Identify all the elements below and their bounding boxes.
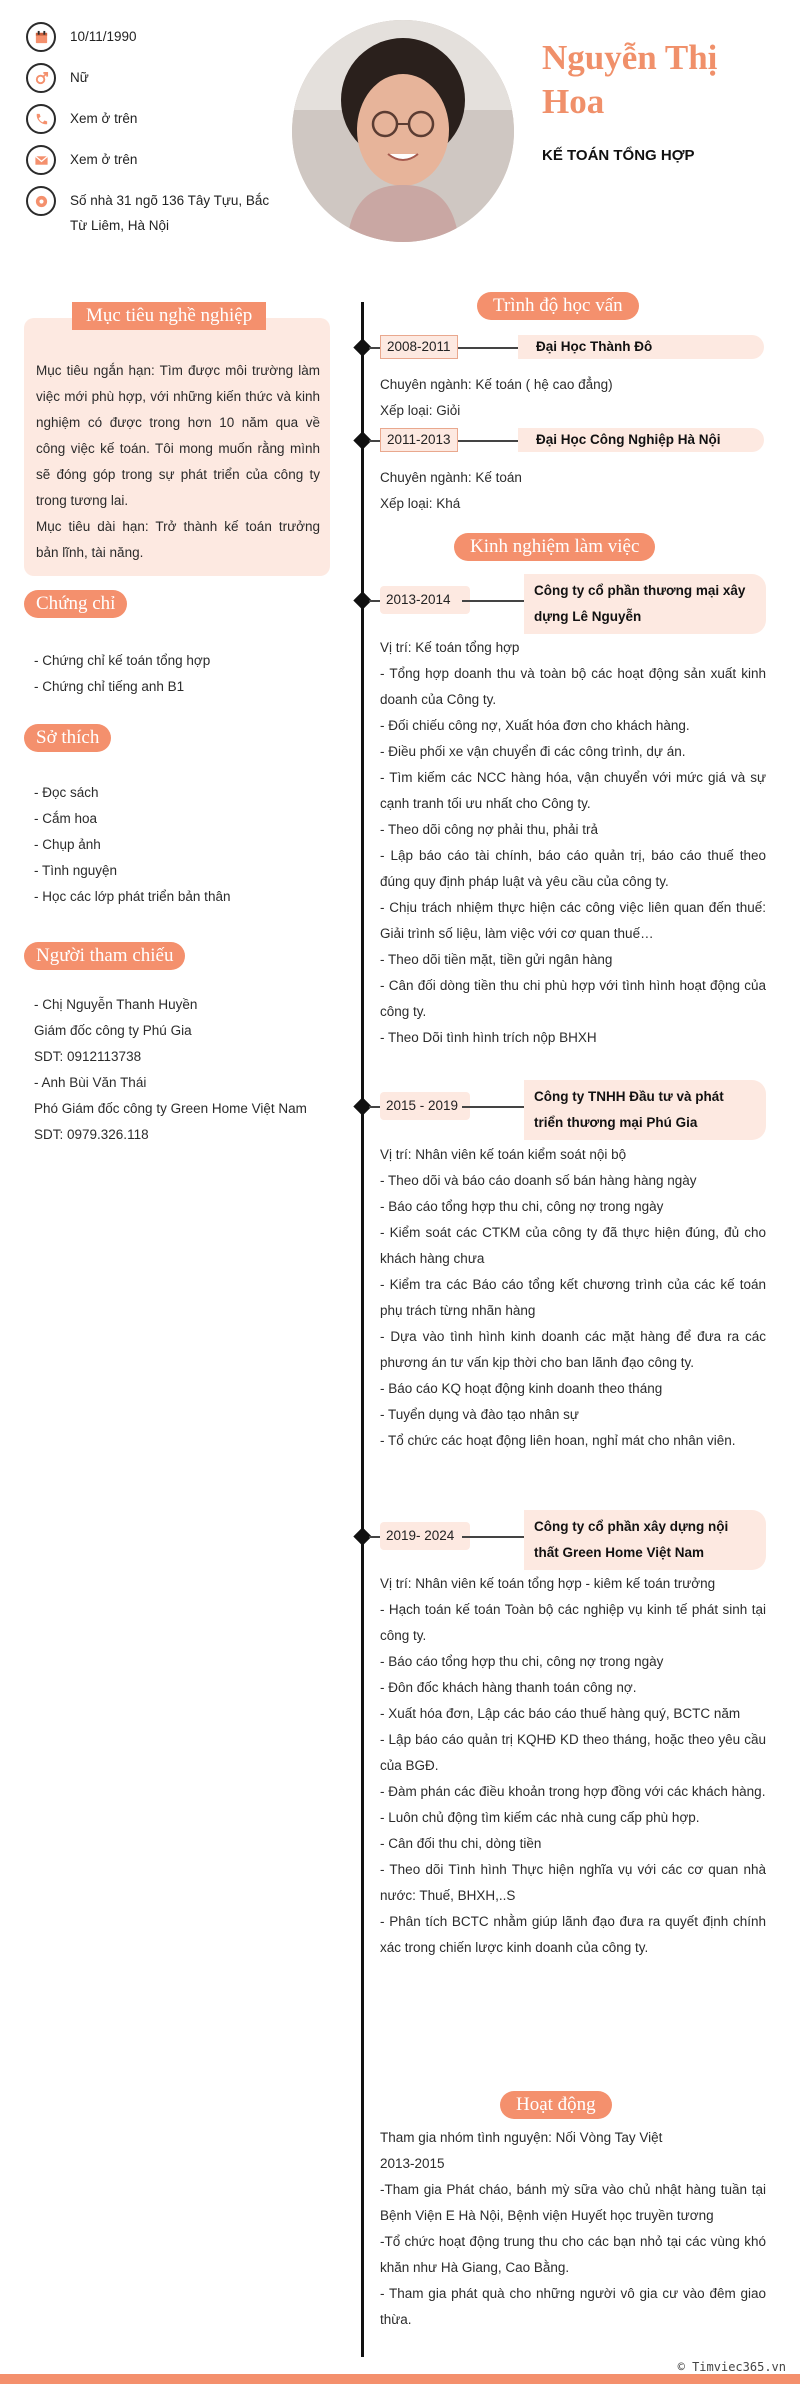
experience-details: [380, 1142, 766, 1454]
experience-date: 2013-2014: [380, 586, 470, 614]
list-item: Giám đốc công ty Phú Gia: [34, 1023, 192, 1038]
activity-line: Tham gia nhóm tình nguyện: Nối Vòng Tay Việt: [380, 2130, 663, 2145]
list-item: - Chụp ảnh: [34, 837, 101, 852]
gender-icon: [26, 63, 56, 93]
experience-line: - Đàm phán các điều khoản trong hợp đồng với các khách hàng.: [380, 1784, 766, 1799]
experience-line: - Theo dõi tiền mặt, tiền gửi ngân hàng: [380, 952, 613, 967]
list-item: - Chứng chỉ kế toán tổng hợp: [34, 653, 211, 668]
email-icon: [26, 145, 56, 175]
list-item: - Anh Bùi Văn Thái: [34, 1075, 147, 1090]
activities-heading: Hoạt động: [500, 2091, 612, 2119]
footer-brand: © Timviec365.vn: [674, 2360, 790, 2374]
experience-details: [380, 635, 766, 1051]
timeline-connector: [369, 1536, 380, 1538]
objective-heading: Mục tiêu nghề nghiệp: [72, 302, 266, 330]
experience-line: - Kiểm soát các CTKM của công ty đã thực hiện đúng, đủ cho khách hàng chưa: [380, 1225, 766, 1266]
experience-line: - Luôn chủ động tìm kiếm các nhà cung cấp phù hợp.: [380, 1810, 700, 1825]
education-grade: Xếp loại: Giỏi: [380, 403, 461, 418]
birthday-text: 10/11/1990: [70, 29, 137, 44]
education-date: 2008-2011: [380, 335, 458, 359]
experience-line: - Tổ chức các hoạt động liên hoan, nghỉ mát cho nhân viên.: [380, 1433, 736, 1448]
experience-line: - Báo cáo tổng hợp thu chi, công nợ trong ngày: [380, 1654, 664, 1669]
email-text: Xem ở trên: [70, 152, 138, 167]
education-school: Đại Học Thành Đô: [518, 335, 764, 359]
list-item: - Chứng chỉ tiếng anh B1: [34, 679, 185, 694]
timeline-connector: [462, 1106, 524, 1108]
experience-line: - Đối chiếu công nợ, Xuất hóa đơn cho khách hàng.: [380, 718, 690, 733]
phone-text: Xem ở trên: [70, 111, 138, 126]
calendar-icon: [26, 22, 56, 52]
education-details: [380, 465, 522, 517]
experience-line: - Đôn đốc khách hàng thanh toán công nợ.: [380, 1680, 637, 1695]
contact-phone: [26, 104, 137, 134]
contact-gender: [26, 63, 89, 93]
experience-line: - Theo dõi và báo cáo doanh số bán hàng hàng ngày: [380, 1173, 697, 1188]
experience-line: - Điều phối xe vận chuyển đi các công trình, dự án.: [380, 744, 686, 759]
education-major: Chuyên ngành: Kế toán ( hệ cao đẳng): [380, 377, 613, 392]
timeline-line: [361, 302, 364, 2357]
experience-line: - Cân đối dòng tiền thu chi phù hợp với tình hình hoạt động của công ty.: [380, 978, 766, 1019]
experience-date: 2019- 2024: [380, 1522, 470, 1550]
list-item: - Chị Nguyễn Thanh Huyền: [34, 997, 198, 1012]
experience-line: - Báo cáo tổng hợp thu chi, công nợ trong ngày: [380, 1199, 664, 1214]
experience-line: - Phân tích BCTC nhằm giúp lãnh đạo đưa ra quyết định chính xác trong chiến lược kinh doanh của công ty.: [380, 1914, 766, 1955]
experience-line: Vị trí: Nhân viên kế toán kiểm soát nội bộ: [380, 1147, 627, 1162]
experience-line: - Hạch toán kế toán Toàn bộ các nghiệp vụ kinh tế phát sinh tại công ty.: [380, 1602, 766, 1643]
education-school: Đại Học Công Nghiệp Hà Nội: [518, 428, 764, 452]
activity-line: - Tham gia phát quà cho những người vô gia cư vào đêm giao thừa.: [380, 2286, 766, 2327]
timeline-connector: [369, 347, 380, 349]
experience-line: - Tìm kiếm các NCC hàng hóa, vận chuyển với mức giá và sự cạnh tranh tối ưu nhất cho Công ty.: [380, 770, 766, 811]
experience-line: - Theo Dõi tình hình trích nộp BHXH: [380, 1030, 597, 1045]
experience-line: - Dựa vào tình hình kinh doanh các mặt hàng để đưa ra các phương án tư vấn kịp thời cho ban lãnh đạo công ty.: [380, 1329, 766, 1370]
certificates-list: [34, 648, 210, 700]
phone-icon: [26, 104, 56, 134]
activity-line: -Tổ chức hoạt động trung thu cho các bạn nhỏ tại các vùng khó khăn như Hà Giang, Cao Bằng.: [380, 2234, 766, 2275]
timeline-connector: [369, 600, 380, 602]
experience-line: - Báo cáo KQ hoạt động kinh doanh theo tháng: [380, 1381, 663, 1396]
footer-bar: [0, 2374, 800, 2384]
timeline-connector: [462, 1536, 524, 1538]
list-item: - Học các lớp phát triển bản thân: [34, 889, 231, 904]
timeline-connector: [369, 1106, 380, 1108]
hobbies-heading: Sở thích: [24, 724, 111, 752]
education-details: [380, 372, 613, 424]
list-item: SDT: 0979.326.118: [34, 1127, 149, 1142]
references-heading: Người tham chiếu: [24, 942, 185, 970]
education-grade: Xếp loại: Khá: [380, 496, 461, 511]
list-item: - Cắm hoa: [34, 811, 98, 826]
address-text: Số nhà 31 ngõ 136 Tây Tựu, Bắc Từ Liêm, Hà Nội: [70, 193, 270, 233]
activity-line: -Tham gia Phát cháo, bánh mỳ sữa vào chủ nhật hàng tuần tại Bệnh Viện E Hà Nội, Bệnh viện Huyết học truyền tương: [380, 2182, 766, 2223]
timeline-connector: [458, 440, 518, 442]
experience-details: [380, 1571, 766, 1961]
contact-birthday: [26, 22, 137, 52]
objective-text-long-term: Mục tiêu dài hạn: Trở thành kế toán trưởng bản lĩnh, tài năng.: [36, 519, 320, 560]
list-item: SDT: 0912113738: [34, 1049, 142, 1064]
experience-line: - Lập báo cáo quản trị KQHĐ KD theo tháng, hoặc theo yêu cầu của BGĐ.: [380, 1732, 766, 1773]
experience-line: - Theo dõi công nợ phải thu, phải trả: [380, 822, 598, 837]
hobbies-list: [34, 780, 230, 910]
gender-text: Nữ: [70, 70, 89, 85]
experience-line: - Tuyển dụng và đào tạo nhân sự: [380, 1407, 579, 1422]
experience-company: Công ty cổ phần xây dựng nội thất Green Home Việt Nam: [524, 1510, 766, 1570]
references-list: [34, 992, 307, 1148]
contact-address: [26, 186, 285, 238]
experience-line: - Chịu trách nhiệm thực hiện các công việc liên quan đến thuế: Giải trình số liệu, làm việc với cơ quan thuế…: [380, 900, 766, 941]
education-date: 2011-2013: [380, 428, 458, 452]
experience-line: - Lập báo cáo tài chính, báo cáo quản trị, báo cáo thuế theo đúng quy định pháp luật và yêu cầu của công ty.: [380, 848, 766, 889]
activity-line: 2013-2015: [380, 2156, 445, 2171]
experience-line: - Kiểm tra các Báo cáo tổng kết chương trình của các kế toán phụ trách từng nhãn hàng: [380, 1277, 766, 1318]
experience-company: Công ty TNHH Đầu tư và phát triển thương mại Phú Gia: [524, 1080, 766, 1140]
objective-box: [24, 318, 330, 576]
list-item: - Tình nguyện: [34, 863, 118, 878]
location-icon: [26, 186, 56, 216]
experience-line: - Cân đối thu chi, dòng tiền: [380, 1836, 542, 1851]
timeline-connector: [369, 440, 380, 442]
experience-line: Vị trí: Nhân viên kế toán tổng hợp - kiêm kế toán trưởng: [380, 1576, 716, 1591]
experience-line: - Theo dõi Tình hình Thực hiện nghĩa vụ với các cơ quan nhà nước: Thuế, BHXH,..S: [380, 1862, 766, 1903]
experience-heading: Kinh nghiệm làm việc: [454, 533, 655, 561]
experience-line: - Tổng hợp doanh thu và toàn bộ các hoạt động sản xuất kinh doanh của Công ty.: [380, 666, 766, 707]
experience-company: Công ty cổ phần thương mại xây dựng Lê Nguyễn: [524, 574, 766, 634]
education-major: Chuyên ngành: Kế toán: [380, 470, 522, 485]
experience-date: 2015 - 2019: [380, 1092, 470, 1120]
education-heading: Trình độ học vấn: [477, 292, 639, 320]
certificates-heading: Chứng chỉ: [24, 590, 127, 618]
list-item: Phó Giám đốc công ty Green Home Việt Nam: [34, 1101, 307, 1116]
contact-email: [26, 145, 137, 175]
experience-line: Vị trí: Kế toán tổng hợp: [380, 640, 520, 655]
job-title: KẾ TOÁN TỔNG HỢP: [542, 147, 695, 164]
objective-text: Mục tiêu ngắn hạn: Tìm được môi trường làm việc mới phù hợp, với những kiến thức và kinh nghiệm có được trong hơn 10 năm qua về công việc kế toán. Tôi mong muốn rằng mình sẽ đóng góp trong sự phát triển của công ty trong tương lai.: [36, 363, 320, 508]
list-item: - Đọc sách: [34, 785, 99, 800]
experience-line: - Xuất hóa đơn, Lập các báo cáo thuế hàng quý, BCTC năm: [380, 1706, 741, 1721]
timeline-connector: [458, 347, 518, 349]
candidate-name: Nguyễn Thị Hoa: [542, 38, 718, 121]
profile-photo: [292, 20, 514, 242]
activities-details: [380, 2125, 766, 2333]
timeline-connector: [462, 600, 524, 602]
